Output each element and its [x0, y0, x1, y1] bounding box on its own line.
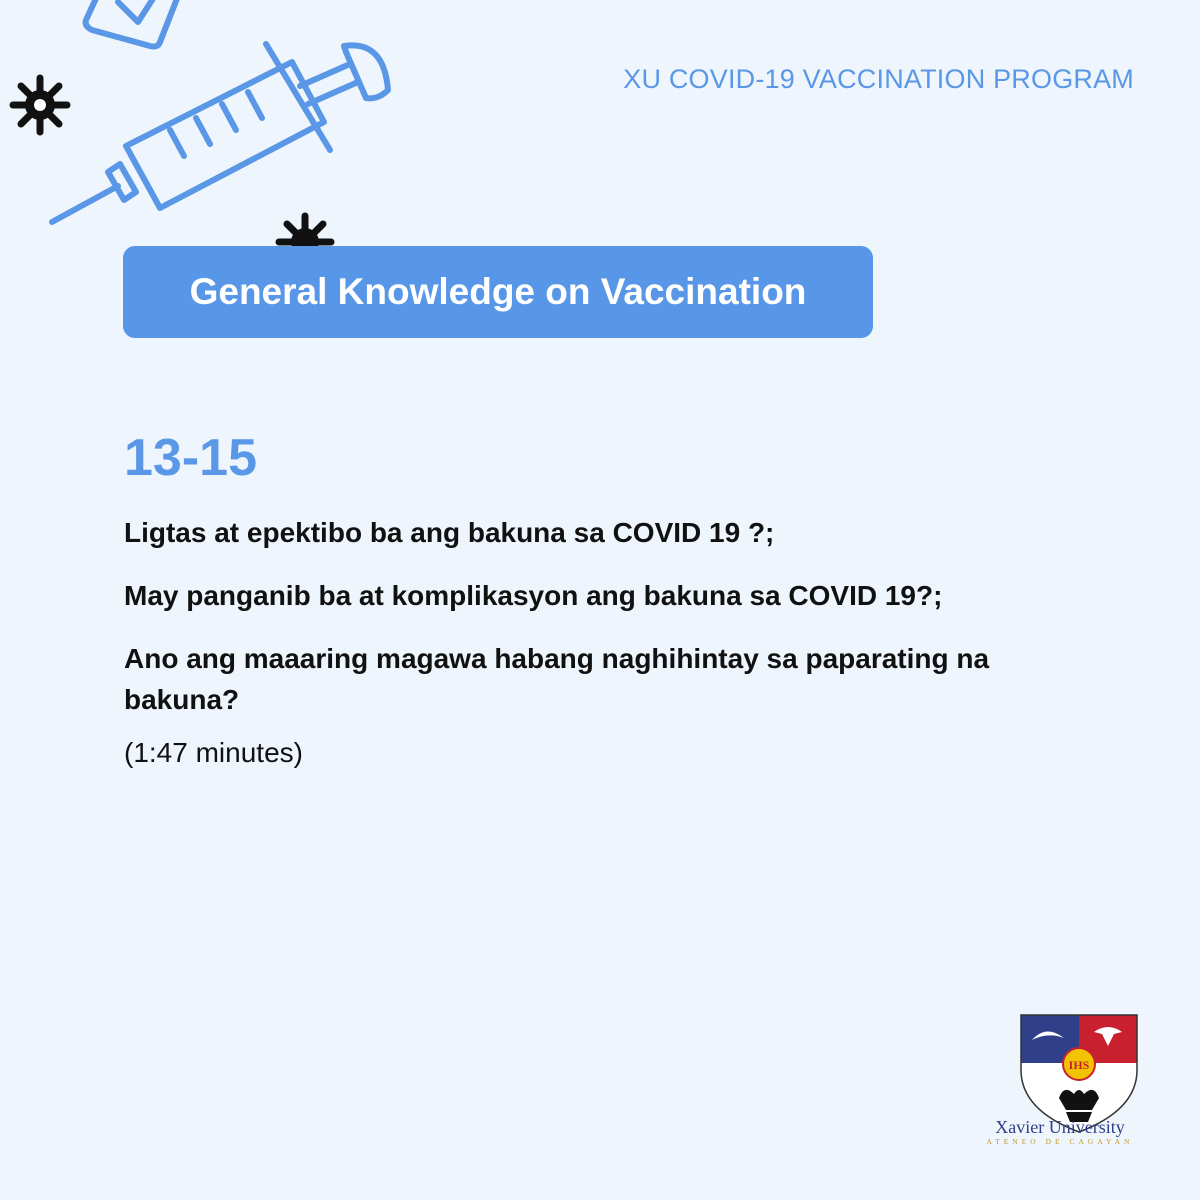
virus-icon: [13, 78, 67, 132]
question-item: May panganib ba at komplikasyon ang bakuna sa COVID 19?;: [124, 580, 943, 611]
program-title: XU COVID-19 VACCINATION PROGRAM: [623, 64, 1134, 94]
episode-range: 13-15: [124, 429, 257, 487]
university-logo-text: [975, 1117, 1145, 1147]
video-duration: (1:47 minutes): [124, 737, 303, 768]
question-item: Ano ang maaaring magawa habang naghihintay sa paparating na bakuna?: [124, 643, 990, 715]
checkbox-icon: [86, 0, 178, 47]
university-name: Xavier University: [995, 1117, 1125, 1137]
crest-monogram: IHS: [1068, 1058, 1090, 1072]
university-subtitle: ATENEO DE CAGAYAN: [986, 1137, 1134, 1146]
question-list: [124, 512, 1084, 742]
section-banner: [123, 246, 873, 338]
syringe-icon: [52, 44, 388, 222]
decoration-doodles: [0, 0, 420, 260]
banner-title: General Knowledge on Vaccination: [189, 271, 807, 312]
question-item: Ligtas at epektibo ba ang bakuna sa COVID 19 ?;: [124, 517, 775, 548]
